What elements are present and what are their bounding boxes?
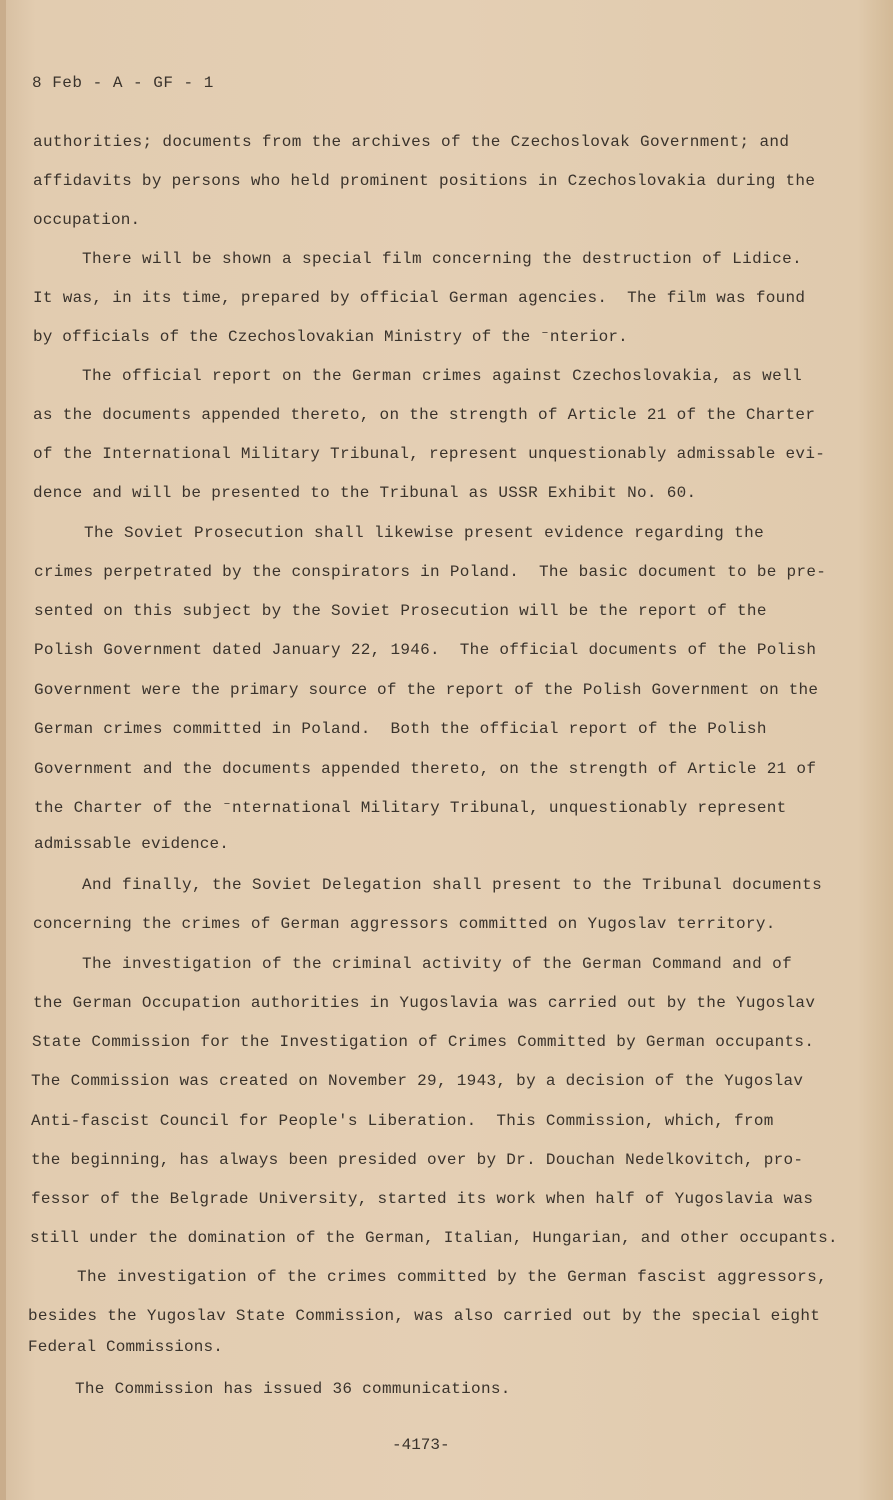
text-line: the German Occupation authorities in Yugoslavia was carried out by the Yugoslav [33, 994, 816, 1012]
text-line: And finally, the Soviet Delegation shall present to the Tribunal documents [82, 876, 823, 894]
text-line: sented on this subject by the Soviet Prosecution will be the report of the [34, 602, 767, 620]
text-line: fessor of the Belgrade University, started its work when half of Yugoslavia was [31, 1190, 814, 1208]
text-line: The Commission has issued 36 communications. [75, 1380, 511, 1398]
text-line: of the International Military Tribunal, represent unquestionably admissable evi- [33, 445, 826, 463]
text-line: concerning the crimes of German aggressors committed on Yugoslav territory. [33, 915, 776, 933]
text-line: There will be shown a special film concerning the destruction of Lidice. [82, 250, 803, 268]
text-line: as the documents appended thereto, on the strength of Article 21 of the Charter [33, 406, 816, 424]
text-line: by officials of the Czechoslovakian Ministry of the ⁻nterior. [33, 328, 628, 346]
text-line: The investigation of the criminal activity of the German Command and of [82, 955, 793, 973]
text-line: Polish Government dated January 22, 1946. The official documents of the Polish [34, 641, 817, 659]
page-edge [0, 0, 6, 1500]
text-line: Government and the documents appended thereto, on the strength of Article 21 of [34, 760, 817, 778]
text-line: occupation. [33, 211, 141, 229]
text-line: authorities; documents from the archives of the Czechoslovak Government; and [33, 133, 790, 151]
text-line: Government were the primary source of the report of the Polish Government on the [34, 681, 819, 699]
text-line: affidavits by persons who held prominent positions in Czechoslovakia during the [33, 172, 816, 190]
text-line: dence and will be presented to the Tribunal as USSR Exhibit No. 60. [33, 484, 697, 502]
text-line: The Commission was created on November 29, 1943, by a decision of the Yugoslav [31, 1072, 804, 1090]
text-line: besides the Yugoslav State Commission, was also carried out by the special eight [28, 1307, 821, 1325]
text-line: Federal Commissions. [28, 1338, 224, 1356]
text-line: still under the domination of the German, Italian, Hungarian, and other occupants. [30, 1229, 838, 1247]
page-header: 8 Feb - A - GF - 1 [32, 74, 214, 92]
text-line: the Charter of the ⁻nternational Military Tribunal, unquestionably represent [34, 799, 787, 817]
text-line: The investigation of the crimes committed by the German fascist aggressors, [77, 1268, 828, 1286]
page-number: -4173- [392, 1436, 450, 1454]
text-line: The Soviet Prosecution shall likewise present evidence regarding the [84, 524, 765, 542]
text-line: the beginning, has always been presided over by Dr. Douchan Nedelkovitch, pro- [31, 1151, 804, 1169]
text-line: It was, in its time, prepared by official German agencies. The film was found [33, 289, 806, 307]
text-line: The official report on the German crimes against Czechoslovakia, as well [82, 367, 803, 385]
text-line: admissable evidence. [34, 835, 230, 853]
text-line: crimes perpetrated by the conspirators in Poland. The basic document to be pre- [34, 563, 827, 581]
text-line: German crimes committed in Poland. Both the official report of the Polish [34, 720, 767, 738]
text-line: Anti-fascist Council for People's Liberation. This Commission, which, from [31, 1112, 774, 1130]
text-line: State Commission for the Investigation of Crimes Committed by German occupants. [32, 1033, 815, 1051]
